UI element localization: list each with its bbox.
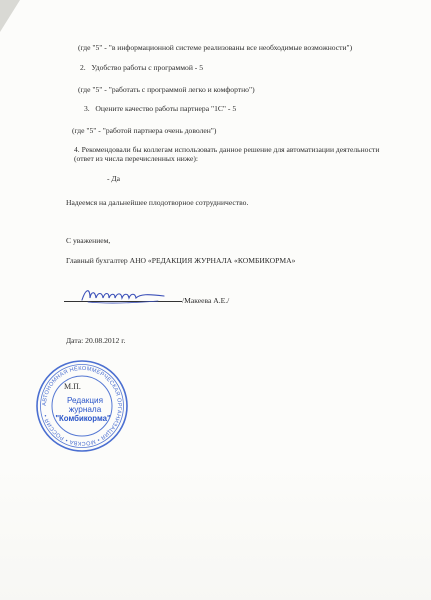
q1-note: (где "5" - "в информационной системе реализованы все необходимые возможности") bbox=[78, 43, 353, 52]
closing-hope: Надеемся на дальнейшее плодотворное сотрудничество. bbox=[66, 198, 249, 207]
q2-note: (где "5" - "работать с программой легко и комфортно") bbox=[78, 85, 255, 94]
stamp-line-3: "Комбикорма" bbox=[55, 414, 111, 423]
q3-text: Оцените качество работы партнера "1С" - 5 bbox=[95, 104, 237, 113]
q2-item bbox=[80, 63, 203, 72]
stamp-ring-text: АВТОНОМНАЯ НЕКОММЕРЧЕСКАЯ ОРГАНИЗАЦИЯ • МОСКВА • РОССИЯ • bbox=[41, 365, 123, 447]
scan-shading bbox=[0, 460, 431, 600]
mp-label: М.П. bbox=[64, 382, 81, 391]
stamp-line-2: журнала bbox=[68, 405, 102, 414]
organization-stamp bbox=[34, 358, 130, 454]
stamp-line-1: Редакция bbox=[66, 396, 104, 405]
folded-corner bbox=[0, 0, 20, 32]
q2-text: Удобство работы с программой - 5 bbox=[91, 63, 204, 72]
signer-name: /Макеева А.Е./ bbox=[182, 296, 230, 305]
q4-answer: - Да bbox=[107, 174, 120, 183]
handwritten-signature bbox=[78, 284, 168, 306]
q3-note: (где "5" - "работой партнера очень доволен") bbox=[72, 126, 217, 135]
q4-question: 4. Рекомендовали бы коллегам использовать данное решение для автоматизации деятельности (ответ из числа перечисленных ниже): bbox=[74, 145, 380, 164]
regards: С уважением, bbox=[66, 236, 111, 245]
q2-number: 2. bbox=[80, 63, 86, 72]
document-date: Дата: 20.08.2012 г. bbox=[66, 336, 126, 345]
signer-title: Главный бухгалтер АНО «РЕДАКЦИЯ ЖУРНАЛА «КОМБИКОРМА» bbox=[66, 256, 296, 265]
q3-number: 3. bbox=[84, 104, 90, 113]
q3-item bbox=[84, 104, 236, 113]
